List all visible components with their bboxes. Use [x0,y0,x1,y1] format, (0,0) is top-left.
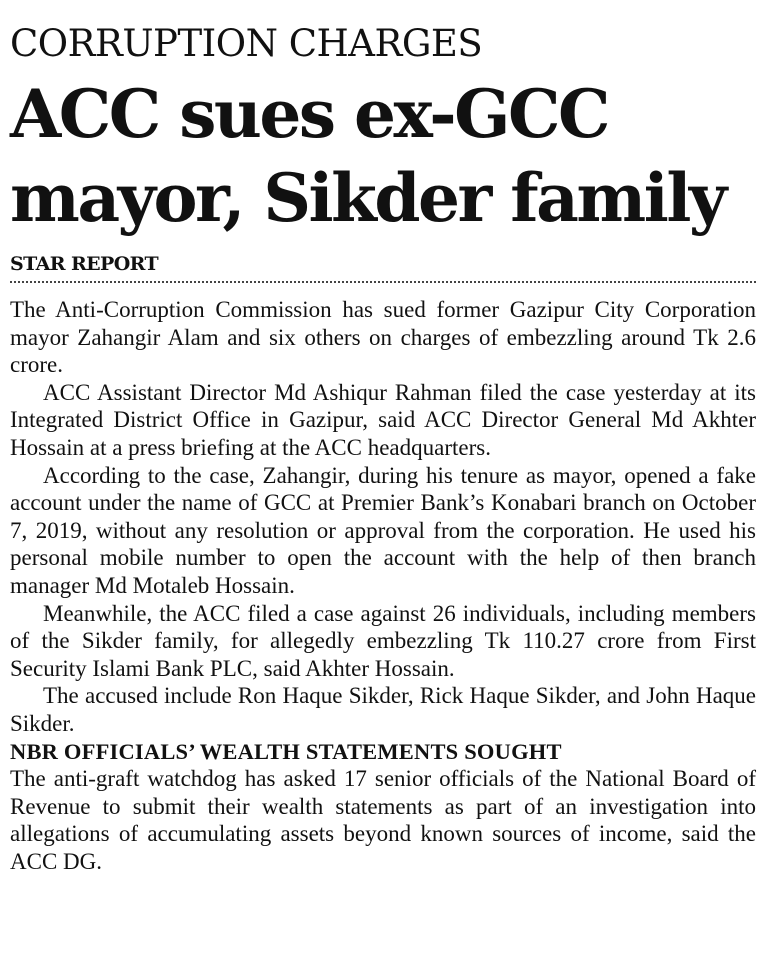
paragraph-3: According to the case, Zahangir, during his tenure as mayor, opened a fake account under the name of GCC at Premier Bank’s Konabari branch on October 7, 2019, without any resolution or approval from the corporation. He used his personal mobile number to open the account with the help of then branch manager Md Motaleb Hossain. [10,462,756,598]
paragraph-1: The Anti-Corruption Commission has sued former Gazipur City Corporation mayor Zahangir Alam and six others on charges of embezzling around Tk 2.6 crore. [10,297,756,378]
byline: STAR REPORT [10,253,159,275]
news-article [10,0,756,875]
subheading: NBR OFFICIALS’ WEALTH STATEMENTS SOUGHT [10,738,562,764]
paragraph-5: The accused include Ron Haque Sikder, Rick Haque Sikder, and John Haque Sikder. [10,683,756,736]
headline [10,72,756,240]
paragraph-2: ACC Assistant Director Md Ashiqur Rahman filed the case yesterday at its Integrated District Office in Gazipur, said ACC Director General Md Akhter Hossain at a press briefing at the ACC headquarters. [10,379,756,460]
headline-line-1: ACC sues ex-GCC [10,75,609,153]
paragraph-4: Meanwhile, the ACC filed a case against 26 individuals, including members of the Sikder family, for allegedly embezzling Tk 110.27 crore from First Security Islami Bank PLC, said Akhter Hossain. [10,600,756,681]
kicker: CORRUPTION CHARGES [10,22,483,65]
paragraph-6: The anti-graft watchdog has asked 17 senior officials of the National Board of Revenue to submit their wealth statements as part of an investigation into allegations of accumulating assets beyond known sources of income, said the ACC DG. [10,766,756,874]
article-body [10,296,756,875]
headline-line-2: mayor, Sikder family [10,159,725,237]
dotted-divider [10,281,756,283]
